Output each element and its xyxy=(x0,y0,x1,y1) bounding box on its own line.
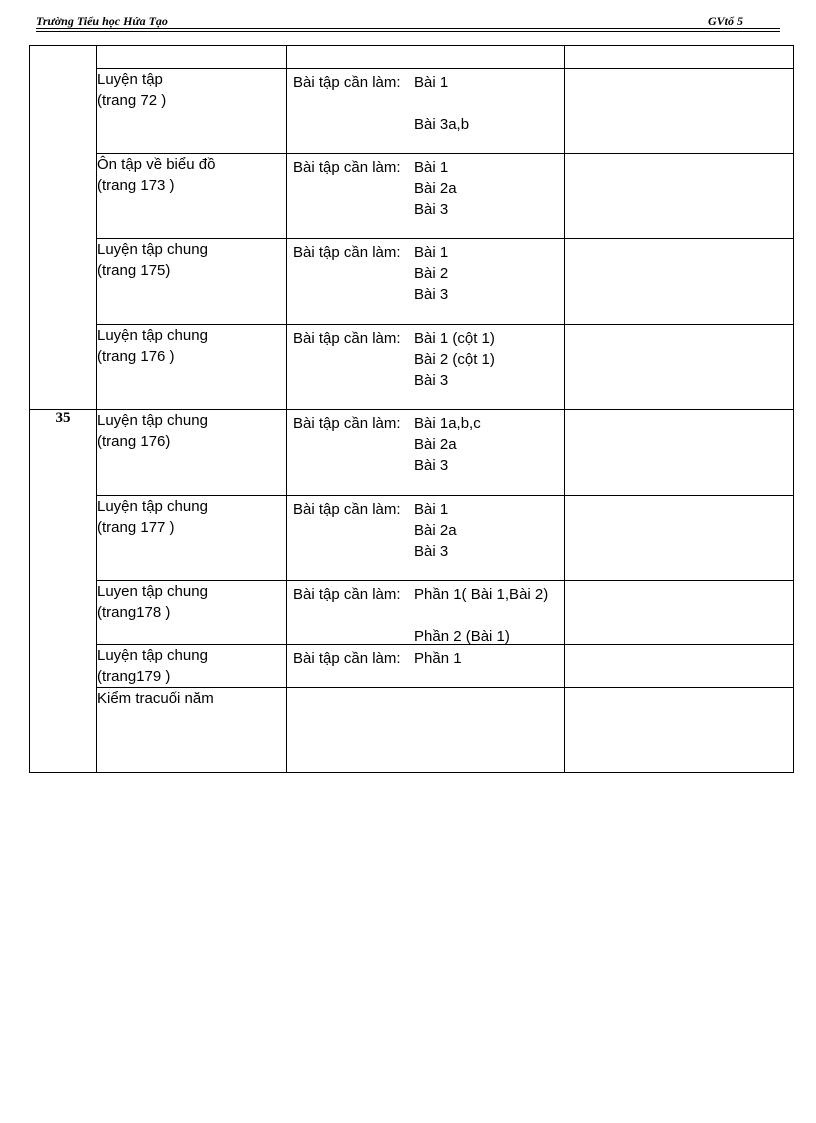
table-row xyxy=(30,46,794,69)
lesson-cell xyxy=(97,688,287,773)
exercise-list xyxy=(414,413,481,476)
lesson-page: (trang179 ) xyxy=(97,668,171,685)
week-cell: 35 xyxy=(30,410,97,496)
notes-cell xyxy=(565,46,794,69)
exercise-list xyxy=(414,648,462,669)
lesson-title: Luyện tập chung xyxy=(97,647,208,664)
week-cell xyxy=(30,154,97,239)
exercise-label: Bài tập cần làm: xyxy=(293,159,401,176)
lesson-cell xyxy=(97,154,287,239)
lesson-title: Luyện tập chung xyxy=(97,327,208,344)
week-cell xyxy=(30,688,97,773)
exercise-item: Bài 2a xyxy=(414,180,457,197)
lesson-cell xyxy=(97,645,287,688)
exercise-cell xyxy=(287,410,565,496)
exercise-label: Bài tập cần làm: xyxy=(293,330,401,347)
exercise-item: Bài 3 xyxy=(414,457,449,474)
lesson-title: Luyện tập chung xyxy=(97,412,208,429)
lesson-cell xyxy=(97,496,287,581)
lesson-page: (trang178 ) xyxy=(97,604,171,621)
lesson-title: Luyện tập chung xyxy=(97,498,208,515)
lesson-plan-table xyxy=(29,45,794,773)
exercise-item: Bài 3 xyxy=(414,286,449,303)
header-rule xyxy=(36,31,780,32)
exercise-item xyxy=(414,605,548,626)
header-rule xyxy=(36,28,780,29)
exercise-item: Bài 3 xyxy=(414,543,449,560)
exercise-item: Bài 3 xyxy=(414,372,449,389)
exercise-list xyxy=(414,328,495,391)
exercise-list xyxy=(414,72,469,135)
week-cell xyxy=(30,239,97,325)
table-row xyxy=(30,325,794,410)
table-row xyxy=(30,496,794,581)
lesson-title: Kiểm tracuối năm xyxy=(97,690,214,707)
lesson-plan-body xyxy=(30,46,794,773)
table-row xyxy=(30,69,794,154)
notes-cell xyxy=(565,410,794,496)
exercise-list xyxy=(414,242,448,305)
lesson-cell xyxy=(97,239,287,325)
week-cell xyxy=(30,645,97,688)
exercise-label: Bài tập cần làm: xyxy=(293,650,401,667)
teacher-group: GVtổ 5 xyxy=(708,14,744,28)
lesson-cell xyxy=(97,581,287,645)
lesson-cell xyxy=(97,410,287,496)
exercise-label: Bài tập cần làm: xyxy=(293,501,401,518)
notes-cell xyxy=(565,325,794,410)
exercise-list xyxy=(414,499,457,562)
exercise-item: Bài 1a,b,c xyxy=(414,415,481,432)
table-row xyxy=(30,645,794,688)
week-cell xyxy=(30,581,97,645)
exercise-item: Bài 2 (cột 1) xyxy=(414,351,495,368)
lesson-page: (trang 177 ) xyxy=(97,519,175,536)
notes-cell xyxy=(565,69,794,154)
exercise-item: Bài 1 (cột 1) xyxy=(414,330,495,347)
week-cell xyxy=(30,46,97,69)
lesson-title: Luyen tập chung xyxy=(97,583,208,600)
table-row xyxy=(30,410,794,496)
exercise-cell xyxy=(287,645,565,688)
exercise-item: Bài 1 xyxy=(414,74,449,91)
table-row xyxy=(30,688,794,773)
lesson-cell xyxy=(97,325,287,410)
lesson-title: Luyện tập xyxy=(97,71,163,88)
exercise-cell xyxy=(287,46,565,69)
exercise-cell xyxy=(287,688,565,773)
exercise-cell xyxy=(287,496,565,581)
exercise-item: Phần 1 xyxy=(414,650,462,667)
exercise-item: Phần 1( Bài 1,Bài 2) xyxy=(414,586,549,603)
lesson-page: (trang 175) xyxy=(97,262,171,279)
lesson-page: (trang 173 ) xyxy=(97,177,175,194)
lesson-cell xyxy=(97,69,287,154)
exercise-cell xyxy=(287,325,565,410)
table-row xyxy=(30,154,794,239)
lesson-title: Luyện tập chung xyxy=(97,241,208,258)
lesson-cell xyxy=(97,46,287,69)
exercise-item: Bài 3 xyxy=(414,201,449,218)
exercise-item xyxy=(414,93,469,114)
exercise-list xyxy=(414,157,457,220)
notes-cell xyxy=(565,645,794,688)
exercise-cell xyxy=(287,154,565,239)
exercise-item: Bài 1 xyxy=(414,501,449,518)
exercise-label: Bài tập cần làm: xyxy=(293,586,401,603)
exercise-cell xyxy=(287,239,565,325)
week-cell xyxy=(30,325,97,410)
table-row xyxy=(30,581,794,645)
lesson-page: (trang 176) xyxy=(97,433,171,450)
school-name: Trường Tiểu học Hứa Tạo xyxy=(36,14,168,28)
exercise-item: Bài 2a xyxy=(414,522,457,539)
notes-cell xyxy=(565,581,794,645)
exercise-item: Bài 3a,b xyxy=(414,116,470,133)
exercise-item: Phần 2 (Bài 1) xyxy=(414,628,510,645)
week-cell xyxy=(30,496,97,581)
exercise-label: Bài tập cần làm: xyxy=(293,415,401,432)
exercise-label: Bài tập cần làm: xyxy=(293,74,401,91)
lesson-page: (trang 176 ) xyxy=(97,348,175,365)
exercise-item: Bài 1 xyxy=(414,244,449,261)
exercise-label: Bài tập cần làm: xyxy=(293,244,401,261)
lesson-title: Ôn tập về biểu đồ xyxy=(97,156,216,173)
exercise-item: Bài 1 xyxy=(414,159,449,176)
exercise-cell xyxy=(287,69,565,154)
exercise-item: Bài 2a xyxy=(414,436,457,453)
notes-cell xyxy=(565,154,794,239)
lesson-page: (trang 72 ) xyxy=(97,92,167,109)
notes-cell xyxy=(565,688,794,773)
notes-cell xyxy=(565,239,794,325)
notes-cell xyxy=(565,496,794,581)
week-cell xyxy=(30,69,97,154)
exercise-cell xyxy=(287,581,565,645)
exercise-list xyxy=(414,584,548,645)
exercise-item: Bài 2 xyxy=(414,265,449,282)
table-row xyxy=(30,239,794,325)
